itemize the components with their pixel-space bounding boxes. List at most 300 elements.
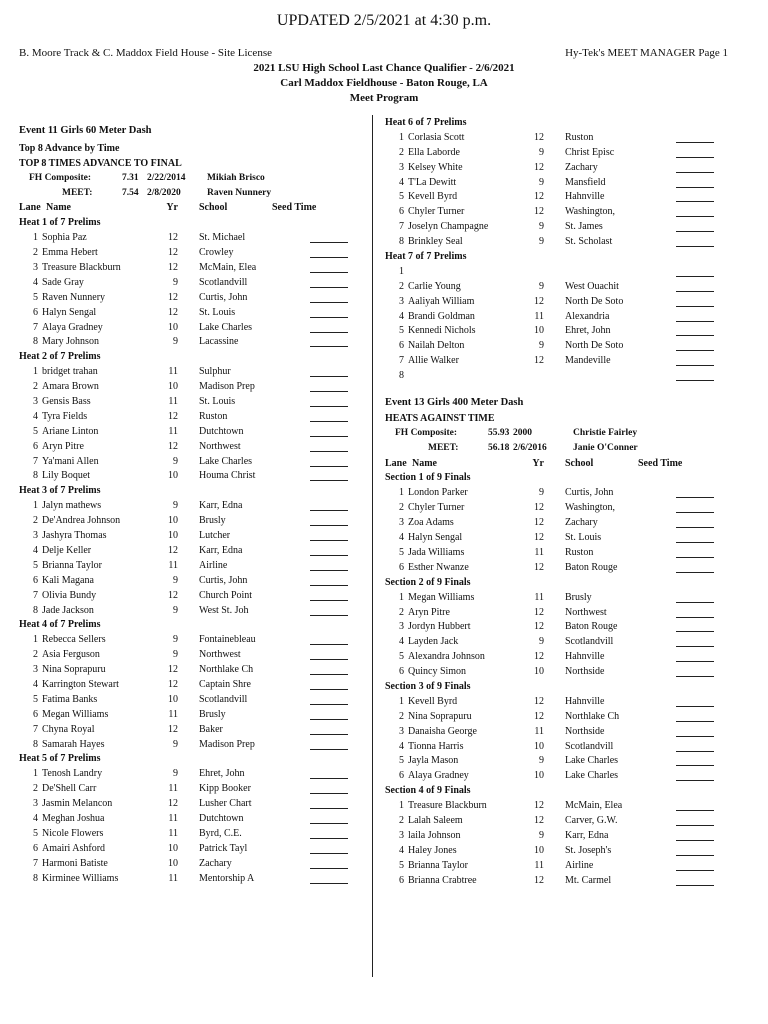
athlete-year: 11: [168, 559, 178, 571]
seed-time-blank: [676, 607, 714, 618]
school-name: Mentorship A: [199, 872, 255, 884]
lane-number: 3: [399, 295, 404, 307]
athlete-name: Nina Soprapuru: [408, 710, 472, 722]
lane-number: 2: [399, 606, 404, 618]
site-license: B. Moore Track & C. Maddox Field House - Site License: [19, 47, 272, 59]
seed-time-blank: [310, 396, 348, 407]
heat-heading-label: Heat 6 of 7 Prelims: [385, 117, 467, 128]
athlete-year: 9: [173, 574, 178, 586]
athlete-name: Karrington Stewart: [42, 678, 119, 690]
entry-row: [19, 767, 367, 782]
lane-number: 1: [33, 768, 38, 780]
athlete-year: 11: [168, 366, 178, 378]
seed-time-blank: [310, 679, 348, 690]
entry-row: [385, 740, 735, 755]
athlete-name: Amairi Ashford: [42, 842, 106, 854]
athlete-year: 12: [534, 561, 544, 573]
lane-number: 5: [399, 325, 404, 337]
athlete-year: 11: [168, 812, 178, 824]
advance-detail-label: TOP 8 TIMES ADVANCE TO FINAL: [19, 157, 182, 169]
athlete-name: Chyler Turner: [408, 206, 465, 218]
seed-time-blank: [310, 813, 348, 824]
lane-number: 4: [399, 636, 404, 648]
entry-row: [385, 754, 735, 769]
entry-row: [19, 559, 367, 574]
lane-number: 3: [399, 725, 404, 737]
seed-time-blank: [676, 532, 714, 543]
seed-time-blank: [676, 370, 714, 381]
lane-number: 8: [33, 336, 38, 348]
lane-number: 8: [33, 470, 38, 482]
entry-row: [385, 324, 735, 339]
seed-time-blank: [310, 664, 348, 675]
meet-record-400-holder: Janie O'Conner: [573, 442, 638, 453]
athlete-year: 10: [168, 842, 178, 854]
entry-row: [385, 814, 735, 829]
athlete-name: laila Johnson: [408, 829, 461, 841]
column-header: [385, 457, 735, 472]
heat-heading: [19, 618, 367, 633]
col-seed: Seed Time: [272, 202, 317, 214]
seed-time-blank: [676, 162, 714, 173]
school-name: Karr, Edna: [199, 500, 243, 512]
entry-row: [385, 591, 735, 606]
lane-number: 2: [33, 247, 38, 259]
athlete-name: Kevell Byrd: [408, 191, 458, 203]
school-name: Airline: [199, 559, 228, 571]
lane-number: 4: [33, 276, 38, 288]
event-13-title-text: Event 13 Girls 400 Meter Dash: [385, 397, 524, 409]
lane-number: 6: [399, 770, 404, 782]
seed-time-blank: [310, 322, 348, 333]
seed-time-blank: [310, 247, 348, 258]
seed-time-blank: [310, 724, 348, 735]
lane-number: 7: [33, 455, 38, 467]
entry-row: [19, 827, 367, 842]
athlete-year: 10: [168, 381, 178, 393]
athlete-name: bridget trahan: [42, 366, 98, 378]
software-page-label: Hy-Tek's MEET MANAGER Page 1: [565, 47, 728, 59]
school-name: Northlake Ch: [565, 710, 620, 722]
athlete-name: Ya'mani Allen: [42, 455, 99, 467]
entry-row: [19, 335, 367, 350]
school-name: Washington,: [565, 206, 616, 218]
entry-row: [385, 829, 735, 844]
athlete-name: Nicole Flowers: [42, 827, 104, 839]
athlete-name: Brianna Taylor: [42, 559, 102, 571]
entry-row: [385, 220, 735, 235]
athlete-name: Treasure Blackburn: [42, 262, 121, 274]
athlete-name: Ella Laborde: [408, 146, 460, 158]
seed-time-blank: [310, 411, 348, 422]
fh-record-400-holder: Christie Fairley: [573, 427, 638, 438]
lane-number: 1: [399, 800, 404, 812]
meet-record-time: 7.54: [122, 187, 139, 198]
athlete-year: 9: [539, 236, 544, 248]
entry-row: [19, 589, 367, 604]
section-heading: [385, 680, 735, 695]
entry-row: [19, 604, 367, 619]
seed-time-blank: [676, 236, 714, 247]
athlete-name: London Parker: [408, 487, 468, 499]
heats-against-time: [385, 412, 735, 427]
athlete-year: 9: [173, 276, 178, 288]
lane-number: 2: [399, 710, 404, 722]
seed-time-blank: [676, 741, 714, 752]
seed-time-blank: [676, 755, 714, 766]
seed-time-blank: [310, 441, 348, 452]
athlete-year: 9: [539, 755, 544, 767]
athlete-name: Rebecca Sellers: [42, 634, 106, 646]
seed-time-blank: [310, 649, 348, 660]
lane-number: 1: [33, 366, 38, 378]
athlete-year: 10: [168, 470, 178, 482]
athlete-year: 12: [534, 651, 544, 663]
meet-titles: [0, 61, 768, 106]
heat-heading: [385, 250, 735, 265]
school-name: Ehret, John: [565, 325, 611, 337]
entry-row: [385, 205, 735, 220]
lane-number: 6: [33, 708, 38, 720]
seed-time-blank: [310, 456, 348, 467]
athlete-name: T'La Dewitt: [408, 176, 457, 188]
lane-number: 3: [399, 829, 404, 841]
seed-time-blank: [310, 605, 348, 616]
school-name: Dutchtown: [199, 425, 244, 437]
entry-row: [385, 280, 735, 295]
school-name: St. Louis: [565, 532, 602, 544]
school-name: Kipp Booker: [199, 783, 251, 795]
lane-number: 3: [399, 517, 404, 529]
seed-time-blank: [676, 696, 714, 707]
school-name: Crowley: [199, 247, 234, 259]
fh-record-time: 7.31: [122, 172, 139, 183]
seed-time-blank: [310, 798, 348, 809]
seed-time-blank: [310, 307, 348, 318]
seed-time-blank: [676, 281, 714, 292]
athlete-year: 12: [168, 306, 178, 318]
athlete-year: 12: [534, 206, 544, 218]
lane-number: 6: [33, 574, 38, 586]
entry-row: [385, 859, 735, 874]
entry-row: [385, 710, 735, 725]
athlete-name: Jalyn mathews: [42, 500, 102, 512]
advance-rule-label: Top 8 Advance by Time: [19, 142, 120, 154]
lane-number: 1: [399, 131, 404, 143]
seed-time-blank: [310, 873, 348, 884]
entry-row: [385, 235, 735, 250]
seed-time-blank: [310, 843, 348, 854]
meet-record: [19, 187, 367, 202]
fh-record: [19, 172, 367, 187]
school-name: West St. Joh: [199, 604, 249, 616]
seed-time-blank: [676, 592, 714, 603]
school-name: Ruston: [565, 546, 594, 558]
event-11-title: [19, 124, 367, 139]
lane-number: 6: [399, 666, 404, 678]
column-header: [19, 201, 367, 216]
lane-number: 3: [399, 621, 404, 633]
lane-number: 4: [399, 532, 404, 544]
athlete-name: Kelsey White: [408, 161, 463, 173]
lane-number: 3: [399, 161, 404, 173]
heat-heading-label: Heat 7 of 7 Prelims: [385, 251, 467, 263]
athlete-name: Sade Gray: [42, 276, 84, 288]
school-name: Northwest: [565, 606, 607, 618]
athlete-year: 11: [534, 859, 544, 871]
seed-time-blank: [676, 875, 714, 886]
school-name: Airline: [565, 859, 594, 871]
school-name: Baker: [199, 723, 223, 735]
athlete-name: Joselyn Champagne: [408, 221, 489, 233]
athlete-name: Kevell Byrd: [408, 695, 458, 707]
lane-number: 5: [33, 291, 38, 303]
school-name: St. Louis: [199, 396, 236, 408]
athlete-year: 10: [534, 844, 544, 856]
lane-number: 1: [33, 634, 38, 646]
lane-number: 6: [33, 440, 38, 452]
col-seed: Seed Time: [638, 457, 683, 469]
lane-number: 5: [399, 546, 404, 558]
entry-row: [385, 531, 735, 546]
entry-row: [385, 354, 735, 369]
athlete-year: 10: [534, 740, 544, 752]
meet-title: 2021 LSU High School Last Chance Qualifier - 2/6/2021: [253, 62, 515, 74]
entry-row: [385, 561, 735, 576]
lane-number: 2: [399, 814, 404, 826]
entry-row: [385, 501, 735, 516]
entry-row: [19, 380, 367, 395]
entry-row: [19, 261, 367, 276]
seed-time-blank: [676, 296, 714, 307]
meet-record-400-label: MEET:: [428, 442, 459, 453]
lane-number: 2: [399, 502, 404, 514]
school-name: Hahnville: [565, 651, 605, 663]
athlete-year: 9: [539, 829, 544, 841]
entry-row: [19, 812, 367, 827]
athlete-name: Chyler Turner: [408, 502, 465, 514]
seed-time-blank: [676, 340, 714, 351]
school-name: St. Scholast: [565, 236, 613, 248]
entry-row: [385, 665, 735, 680]
athlete-year: 9: [173, 604, 178, 616]
athlete-name: Emma Hebert: [42, 247, 98, 259]
section-heading: [385, 576, 735, 591]
section-heading-label: Section 3 of 9 Finals: [385, 680, 471, 692]
entry-row: [19, 291, 367, 306]
col-school: School: [565, 457, 594, 469]
seed-time-blank: [310, 768, 348, 779]
seed-time-blank: [310, 560, 348, 571]
entry-row: [19, 306, 367, 321]
athlete-year: 9: [539, 340, 544, 352]
column-divider: [372, 115, 373, 977]
col-name: Name: [412, 457, 437, 469]
athlete-name: Aryn Pitre: [408, 606, 450, 618]
school-name: Lake Charles: [565, 770, 619, 782]
seed-time-blank: [310, 783, 348, 794]
athlete-year: 12: [534, 517, 544, 529]
lane-number: 4: [33, 678, 38, 690]
col-school: School: [199, 202, 228, 214]
lane-number: 2: [33, 515, 38, 527]
lane-number: 6: [399, 874, 404, 886]
athlete-name: Raven Nunnery: [42, 291, 106, 303]
entry-row: [19, 857, 367, 872]
athlete-year: 12: [534, 295, 544, 307]
lane-number: 2: [33, 649, 38, 661]
athlete-year: 10: [534, 325, 544, 337]
athlete-name: Aaliyah William: [408, 295, 475, 307]
athlete-name: Mary Johnson: [42, 336, 99, 348]
right-column: [385, 116, 735, 888]
entry-row: [19, 693, 367, 708]
athlete-name: Samarah Hayes: [42, 738, 105, 750]
seed-time-blank: [310, 590, 348, 601]
lane-number: 4: [399, 310, 404, 322]
school-name: Sulphur: [199, 366, 231, 378]
seed-time-blank: [310, 426, 348, 437]
entry-row: [385, 161, 735, 176]
seed-time-blank: [676, 502, 714, 513]
lane-number: 6: [399, 340, 404, 352]
lane-number: 8: [33, 738, 38, 750]
school-name: Brusly: [199, 708, 226, 720]
entry-row: [19, 321, 367, 336]
entry-row: [385, 190, 735, 205]
seed-time-blank: [676, 726, 714, 737]
lane-number: 5: [399, 859, 404, 871]
athlete-name: Alaya Gradney: [42, 321, 103, 333]
athlete-name: De'Shell Carr: [42, 783, 97, 795]
seed-time-blank: [676, 815, 714, 826]
section-heading-label: Section 1 of 9 Finals: [385, 472, 471, 484]
lane-number: 5: [399, 651, 404, 663]
athlete-year: 12: [534, 131, 544, 143]
lane-number: 2: [399, 280, 404, 292]
fh-record-400-time: 55.93: [488, 427, 510, 438]
section-heading: [385, 471, 735, 486]
athlete-name: Esther Nwanze: [408, 561, 469, 573]
athlete-name: Halyn Sengal: [408, 532, 463, 544]
entry-row: [19, 723, 367, 738]
entry-row: [385, 339, 735, 354]
athlete-year: 11: [168, 872, 178, 884]
lane-number: 4: [399, 176, 404, 188]
entry-row: [19, 365, 367, 380]
seed-time-blank: [310, 292, 348, 303]
athlete-name: Brianna Taylor: [408, 859, 468, 871]
entry-row: [385, 769, 735, 784]
school-name: Mansfield: [565, 176, 606, 188]
athlete-year: 10: [168, 321, 178, 333]
athlete-year: 11: [534, 725, 544, 737]
seed-time-blank: [310, 828, 348, 839]
entry-row: [385, 874, 735, 889]
lane-number: 7: [399, 355, 404, 367]
athlete-year: 9: [539, 280, 544, 292]
school-name: Scotlandvill: [565, 740, 614, 752]
athlete-name: Zoa Adams: [408, 517, 454, 529]
athlete-year: 12: [534, 502, 544, 514]
lane-number: 1: [399, 695, 404, 707]
school-name: Ruston: [199, 410, 228, 422]
seed-time-blank: [310, 634, 348, 645]
athlete-year: 10: [534, 666, 544, 678]
school-name: Dutchtown: [199, 812, 244, 824]
athlete-year: 9: [539, 146, 544, 158]
athlete-year: 10: [534, 770, 544, 782]
athlete-year: 11: [534, 591, 544, 603]
col-yr: Yr: [166, 202, 178, 214]
lane-number: 6: [33, 306, 38, 318]
lane-number: 3: [33, 262, 38, 274]
fh-record-label: FH Composite:: [29, 172, 92, 183]
section-heading: [385, 784, 735, 799]
entry-row: [385, 546, 735, 561]
entry-row: [385, 369, 735, 384]
school-name: Zachary: [565, 161, 598, 173]
lane-number: 3: [33, 530, 38, 542]
school-name: Lacassine: [199, 336, 239, 348]
seed-time-blank: [310, 262, 348, 273]
school-name: McMain, Elea: [565, 800, 623, 812]
athlete-year: 12: [534, 874, 544, 886]
entry-row: [385, 844, 735, 859]
entry-row: [19, 276, 367, 291]
lane-number: 1: [399, 591, 404, 603]
athlete-year: 12: [168, 410, 178, 422]
athlete-name: Ariane Linton: [42, 425, 99, 437]
school-name: Northside: [565, 725, 605, 737]
athlete-year: 9: [539, 487, 544, 499]
entry-row: [385, 620, 735, 635]
school-name: North De Soto: [565, 340, 624, 352]
athlete-name: Meghan Joshua: [42, 812, 105, 824]
athlete-year: 12: [534, 355, 544, 367]
athlete-name: Megan Williams: [408, 591, 475, 603]
entry-row: [19, 231, 367, 246]
athlete-year: 11: [168, 425, 178, 437]
section-heading-label: Section 4 of 9 Finals: [385, 785, 471, 797]
lane-number: 3: [33, 664, 38, 676]
school-name: Lake Charles: [199, 321, 253, 333]
heat-heading: [19, 752, 367, 767]
lane-number: 7: [33, 723, 38, 735]
athlete-year: 11: [534, 310, 544, 322]
seed-time-blank: [310, 530, 348, 541]
school-name: Baton Rouge: [565, 621, 618, 633]
entry-row: [19, 514, 367, 529]
school-name: Karr, Edna: [199, 544, 243, 556]
athlete-name: Gensis Bass: [42, 396, 91, 408]
athlete-year: 12: [534, 710, 544, 722]
athlete-year: 12: [168, 678, 178, 690]
seed-time-blank: [676, 845, 714, 856]
entry-row: [385, 725, 735, 740]
school-name: Byrd, C.E.: [199, 827, 242, 839]
school-name: Baton Rouge: [565, 561, 618, 573]
lane-number: 4: [399, 844, 404, 856]
athlete-year: 9: [539, 176, 544, 188]
entry-row: [19, 633, 367, 648]
school-name: Brusly: [199, 515, 226, 527]
school-name: Ehret, John: [199, 768, 245, 780]
athlete-name: Nailah Delton: [408, 340, 465, 352]
entry-row: [385, 310, 735, 325]
athlete-name: Fatima Banks: [42, 693, 98, 705]
lane-number: 7: [399, 221, 404, 233]
